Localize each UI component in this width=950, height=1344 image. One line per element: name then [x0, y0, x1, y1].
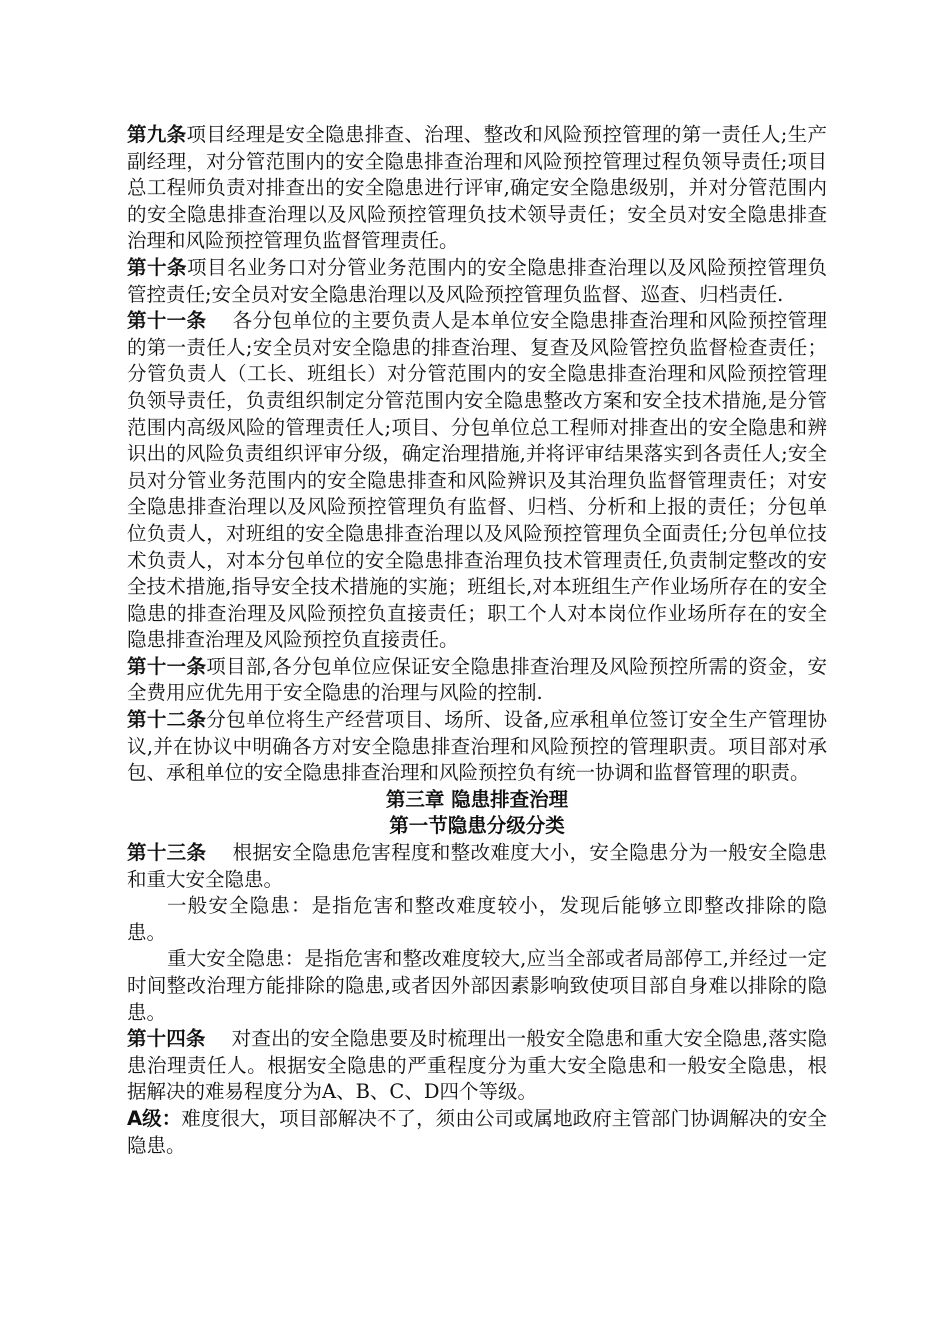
article-text: 项目经理是安全隐患排查、治理、整改和风险预控管理的第一责任人;生产副经理，对分管范围内的安全隐患排查治理和风险预控管理过程负领导责任;项目总工程师负责对排查出的安全隐患进行评审,确定安全隐患级别，并对分管范围内的安全隐患排查治理以及风险预控管理负技术领导责任；安全员对安全隐患排查治理和风险预控管理负监督管理责任。 — [127, 123, 827, 253]
document-body — [127, 122, 827, 1159]
article-text: 项目名业务口对分管业务范围内的安全隐患排查治理以及风险预控管理负管控责任;安全员对安全隐患治理以及风险预控管理负监督、巡查、归档责任. — [127, 255, 827, 306]
article-10 — [127, 255, 827, 308]
article-11 — [127, 308, 827, 654]
article-label: 第十三条 — [127, 841, 207, 865]
article-9 — [127, 122, 827, 255]
article-13 — [127, 840, 827, 893]
article-text: 根据安全隐患危害程度和整改难度大小，安全隐患分为一般安全隐患和重大安全隐患。 — [127, 841, 827, 891]
major-hazard-definition: 重大安全隐患：是指危害和整改难度较大,应当全部或者局部停工,并经过一定时间整改治理方能排除的隐患,或者因外部因素影响致使项目部自身难以排除的隐患。 — [127, 947, 827, 1024]
article-text: 对查出的安全隐患要及时梳理出一般安全隐患和重大安全隐患,落实隐患治理责任人。根据安全隐患的严重程度分为重大安全隐患和一般安全隐患，根据解决的难易程度分为A、B、C、D四个等级。 — [127, 1027, 827, 1104]
article-12 — [127, 707, 827, 787]
article-11-funding — [127, 654, 827, 707]
article-label: 第十二条 — [127, 708, 207, 732]
article-label: 第十四条 — [127, 1027, 206, 1051]
article-label: 第九条 — [127, 123, 187, 146]
chapter-heading: 第三章 隐患排查治理 — [385, 787, 569, 811]
article-14 — [127, 1026, 827, 1106]
article-label: 第十一条 — [127, 309, 207, 333]
article-label: 第十一条 — [127, 654, 207, 678]
grade-label: A级： — [127, 1106, 182, 1130]
section-heading: 第一节隐患分级分类 — [389, 814, 565, 838]
article-label: 第十条 — [127, 255, 188, 279]
general-hazard-definition: 一般安全隐患：是指危害和整改难度较小，发现后能够立即整改排除的隐患。 — [127, 894, 827, 944]
article-text: 各分包单位的主要负责人是本单位安全隐患排查治理和风险预控管理的第一责任人;安全员对安全隐患的排查治理、复查及风险管控负监督检查责任；分管负责人（工长、班组长）对分管范围内的安全隐患排查治理和风险预控管理负领导责任，负责组织制定分管范围内安全隐患整改方案和安全技术措施,是分管范围内高级风险的管理责任人;项目、分包单位总工程师对排查出的安全隐患和辨识出的风险负责组织评审分级，确定治理措施,并将评审结果落实到各责任人;安全员对分管业务范围内的安全隐患排查和风险辨识及其治理负监督管理责任；对安全隐患排查治理以及风险预控管理负有监督、归档、分析和上报的责任；分包单位负责人，对班组的安全隐患排查治理以及风险预控管理负全面责任;分包单位技术负责人，对本分包单位的安全隐患排查治理负技术管理责任,负责制定整改的安全技术措施,指导安全技术措施的实施；班组长,对本班组生产作业场所存在的安全隐患的排查治理及风险预控负直接责任；职工个人对本岗位作业场所存在的安全隐患排查治理及风险预控负直接责任。 — [127, 309, 827, 652]
article-text: 分包单位将生产经营项目、场所、设备,应承租单位签订安全生产管理协议,并在协议中明确各方对安全隐患排查治理和风险预控的管理职责。项目部对承包、承租单位的安全隐患排查治理和风险预控负有统一协调和监督管理的职责。 — [127, 708, 827, 785]
grade-a — [127, 1106, 827, 1159]
grade-text: 难度很大，项目部解决不了，须由公司或属地政府主管部门协调解决的安全隐患。 — [127, 1106, 827, 1157]
article-text: 项目部,各分包单位应保证安全隐患排查治理及风险预控所需的资金，安全费用应优先用于安全隐患的治理与风险的控制. — [127, 654, 827, 705]
